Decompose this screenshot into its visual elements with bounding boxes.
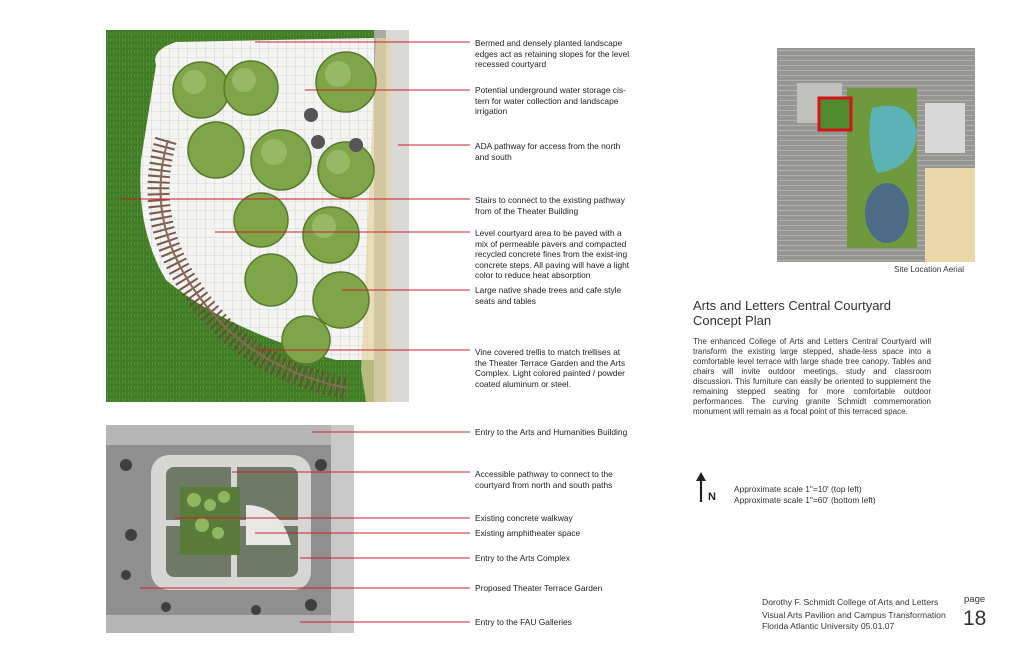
callout-bermed-edges: Bermed and densely planted landscape edges act as retaining slopes for the level recessed courtyard bbox=[475, 38, 630, 70]
footer-university-date: Florida Atlantic University 05.01.07 bbox=[762, 621, 895, 631]
callout-accessible-pathway: Accessible pathway to connect to the courtyard from north and south paths bbox=[475, 469, 613, 490]
callout-concrete-walkway: Existing concrete walkway bbox=[475, 513, 573, 523]
aerial-photo-drawing bbox=[777, 48, 975, 262]
aerial-caption: Site Location Aerial bbox=[894, 265, 965, 274]
north-label: N bbox=[708, 491, 716, 503]
callout-entry-galleries: Entry to the FAU Galleries bbox=[475, 617, 572, 627]
north-arrow bbox=[696, 472, 718, 504]
site-location-aerial bbox=[777, 48, 975, 262]
page-label: page bbox=[964, 594, 986, 605]
callout-amphitheater: Existing amphitheater space bbox=[475, 528, 581, 538]
footer-credits bbox=[762, 597, 946, 632]
campus-context-plan bbox=[106, 425, 354, 633]
callout-stairs: Stairs to connect to the existing pathway from of the Theater Building bbox=[475, 195, 625, 216]
title-line-1: Arts and Letters Central Courtyard bbox=[693, 298, 891, 313]
page-number: 18 bbox=[963, 607, 987, 630]
callout-theater-terrace: Proposed Theater Terrace Garden bbox=[475, 583, 603, 593]
footer-college: Dorothy F. Schmidt College of Arts and Letters bbox=[762, 597, 939, 607]
scale-notes bbox=[734, 484, 876, 505]
callout-level-courtyard: Level courtyard area to be paved with a mix of permeable pavers and compacted recycled concrete fines from the exist-ing concrete steps. All paving will have a light color to reduce heat absorption bbox=[475, 228, 630, 281]
scale-top: Approximate scale 1"=10' (top left) bbox=[734, 484, 862, 494]
page-title bbox=[693, 298, 891, 328]
courtyard-site-plan bbox=[106, 30, 409, 402]
callout-vine-trellis: Vine covered trellis to match trellises at the Theater Terrace Garden and the Arts Complex. Light colored painted / powder coated aluminum or steel. bbox=[475, 347, 626, 389]
callout-entry-arts-humanities: Entry to the Arts and Humanities Building bbox=[475, 427, 628, 437]
callout-water-cistern: Potential underground water storage cis-tern for water collection and landscape irrigation bbox=[475, 85, 626, 117]
site-highlight-box bbox=[819, 98, 851, 130]
callout-entry-arts-complex: Entry to the Arts Complex bbox=[475, 553, 570, 563]
title-line-2: Concept Plan bbox=[693, 313, 772, 328]
courtyard-plan-drawing bbox=[106, 30, 409, 402]
callout-ada-pathway: ADA pathway for access from the north and south bbox=[475, 141, 621, 162]
description-paragraph: The enhanced College of Arts and Letters Central Courtyard will transform the existing large stepped, shade-less space into a comfortable level terrace with large shade tree canopy. Tables and chairs will invite outdoor meetings, study and classroom discussion. This furniture can easily be oriented to supplement the remaining stepped seating for more comfortable outdoor performances. The curving granite Schmidt commemoration monument will remain as a focal point of this terraced space. bbox=[693, 337, 931, 416]
callout-shade-trees: Large native shade trees and cafe style seats and tables bbox=[475, 285, 622, 306]
context-plan-drawing bbox=[106, 425, 354, 633]
scale-bottom: Approximate scale 1"=60' (bottom left) bbox=[734, 494, 876, 505]
footer-project: Visual Arts Pavilion and Campus Transformation bbox=[762, 610, 946, 620]
